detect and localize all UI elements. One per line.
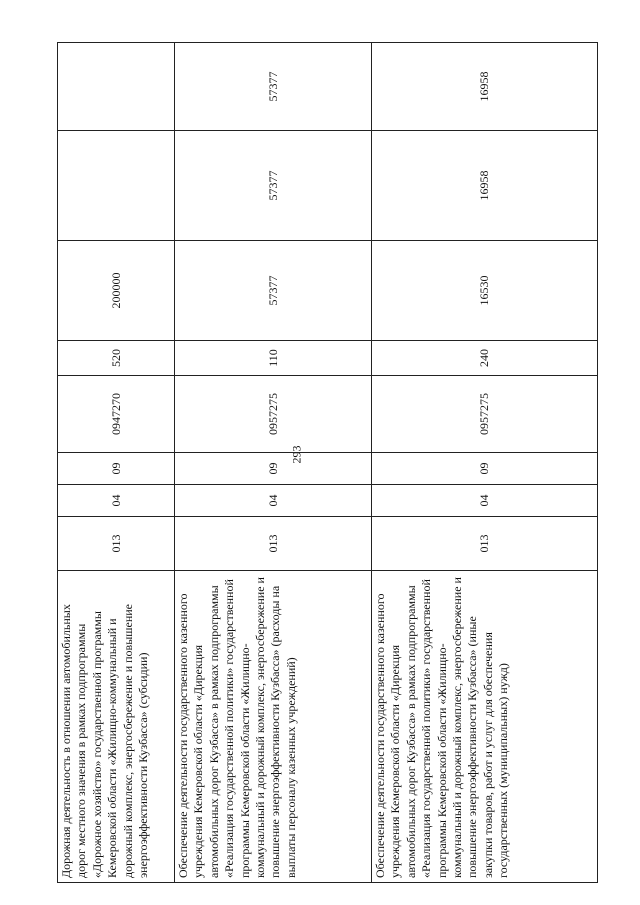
section-code: 04 <box>58 485 175 517</box>
subsection-code: 09 <box>175 453 372 485</box>
expense-type-code: 520 <box>58 341 175 376</box>
subsection-code: 09 <box>372 453 598 485</box>
row-description: Дорожная деятельность в отношении автомобильных дорог местного значения в рамках подпрограммы «Дорожное хозяйство» государственной программы Кемеровской области «Жилищно-коммунальный и дорожный комплекс, энергосбережение и повышение энергоэффективности Кузбасса» (субсидии) <box>58 571 175 883</box>
expense-type-code: 110 <box>175 341 372 376</box>
expense-type-code: 240 <box>372 341 598 376</box>
ministry-code: 013 <box>58 517 175 571</box>
rotated-table-container <box>57 43 597 883</box>
table-row <box>175 43 372 883</box>
amount-3: 16958 <box>372 43 598 131</box>
ministry-code: 013 <box>175 517 372 571</box>
amount-2: 57377 <box>175 131 372 241</box>
amount-3 <box>58 43 175 131</box>
target-code: 0957275 <box>372 376 598 453</box>
amount-1: 57377 <box>175 241 372 341</box>
row-description: Обеспечение деятельности государственного казенного учреждения Кемеровской области «Дирекция автомобильных дорог Кузбасса» в рамках подпрограммы «Реализация государственной политики» государственной программы Кемеровской области «Жилищно-коммунальный и дорожный комплекс, энергосбережение и повышение энергоэффективности Кузбасса» (иные закупки товаров, работ и услуг для обеспечения государственных (муниципальных) нужд) <box>372 571 598 883</box>
amount-1: 16530 <box>372 241 598 341</box>
subsection-code: 09 <box>58 453 175 485</box>
table-row <box>58 43 175 883</box>
section-code: 04 <box>175 485 372 517</box>
amount-2 <box>58 131 175 241</box>
section-code: 04 <box>372 485 598 517</box>
target-code: 0957275 <box>175 376 372 453</box>
table-row <box>372 43 598 883</box>
amount-3: 57377 <box>175 43 372 131</box>
amount-2: 16958 <box>372 131 598 241</box>
budget-table <box>57 42 598 883</box>
ministry-code: 013 <box>372 517 598 571</box>
target-code: 0947270 <box>58 376 175 453</box>
page-number: 293 <box>289 445 304 464</box>
amount-1: 200000 <box>58 241 175 341</box>
row-description: Обеспечение деятельности государственного казенного учреждения Кемеровской области «Дирекция автомобильных дорог Кузбасса» в рамках подпрограммы «Реализация государственной политики» государственной программы Кемеровской области «Жилищно-коммунальный и дорожный комплекс, энергосбережение и повышение энергоэффективности Кузбасса» (расходы на выплаты персоналу казенных учреждений) <box>175 571 372 883</box>
